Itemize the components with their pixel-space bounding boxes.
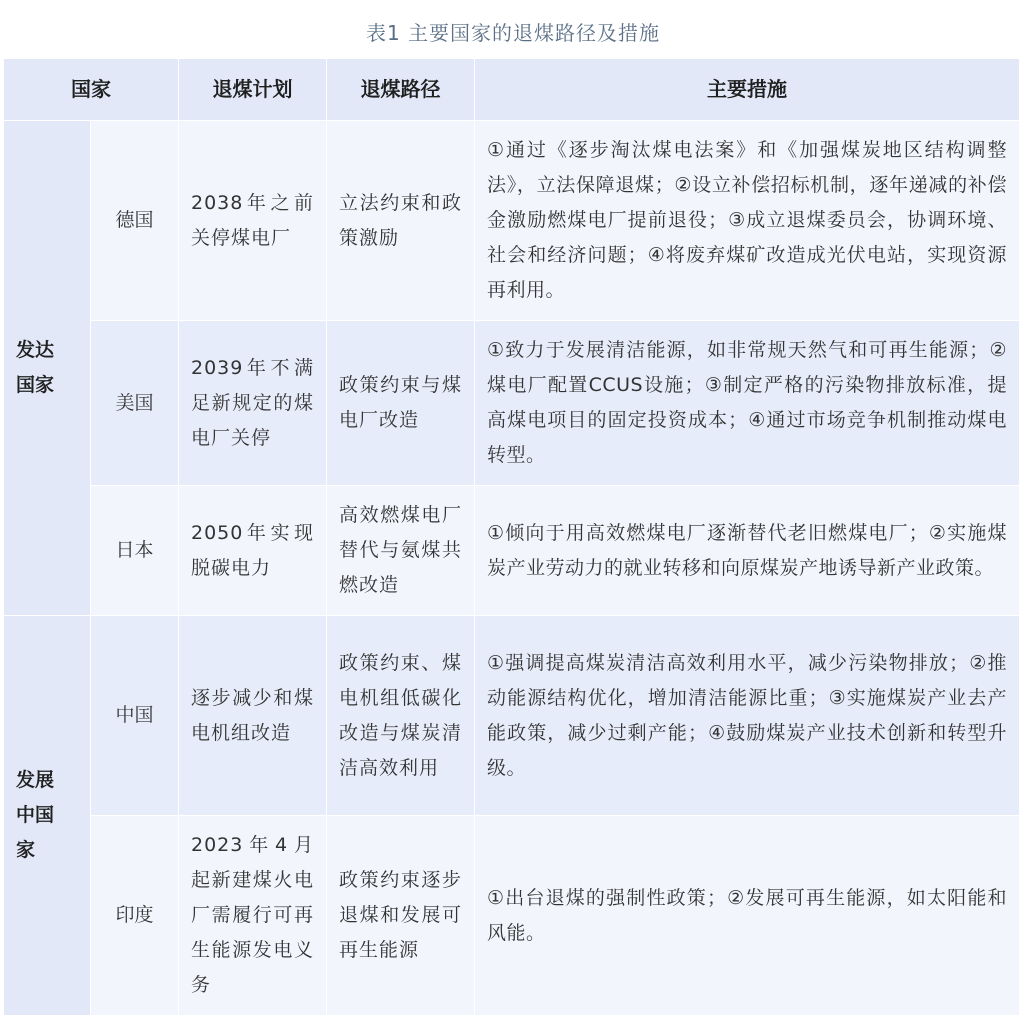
path-cell: 政策约束、煤电机组低碳化改造与煤炭清洁高效利用	[327, 616, 475, 816]
measures-cell: ①致力于发展清洁能源，如非常规天然气和可再生能源；②煤电厂配置CCUS设施；③制定严格的污染物排放标准，提高煤电项目的固定投资成本；④通过市场竞争机制推动煤电转型。	[475, 321, 1020, 486]
plan-cell: 2038年之前关停煤电厂	[179, 121, 327, 321]
table-row	[4, 486, 1020, 616]
group-label-line: 国家	[16, 374, 55, 396]
group-label-line: 家	[16, 839, 36, 861]
table-row	[4, 616, 1020, 816]
plan-cell: 2023年4月起新建煤火电厂需履行可再生能源发电义务	[179, 816, 327, 1016]
plan-cell: 逐步减少和煤电机组改造	[179, 616, 327, 816]
path-cell: 立法约束和政策激励	[327, 121, 475, 321]
country-cell: 美国	[91, 321, 179, 486]
table-caption: 表1 主要国家的退煤路径及措施	[365, 21, 661, 45]
path-cell: 高效燃煤电厂替代与氨煤共燃改造	[327, 486, 475, 616]
group-label-line: 发达	[16, 339, 55, 361]
table-row	[4, 321, 1020, 486]
group-developing	[4, 616, 91, 1016]
group-label-line: 中国	[16, 804, 55, 826]
measures-cell: ①出台退煤的强制性政策；②发展可再生能源，如太阳能和风能。	[475, 816, 1020, 1016]
header-measures: 主要措施	[475, 59, 1020, 121]
measures-cell: ①倾向于用高效燃煤电厂逐渐替代老旧燃煤电厂；②实施煤炭产业劳动力的就业转移和向原煤炭产地诱导新产业政策。	[475, 486, 1020, 616]
header-country: 国家	[4, 59, 179, 121]
table-header-row	[4, 59, 1020, 121]
country-cell: 日本	[91, 486, 179, 616]
plan-cell: 2039年不满足新规定的煤电厂关停	[179, 321, 327, 486]
table-row	[4, 121, 1020, 321]
plan-cell: 2050年实现脱碳电力	[179, 486, 327, 616]
path-cell: 政策约束逐步退煤和发展可再生能源	[327, 816, 475, 1016]
country-cell: 德国	[91, 121, 179, 321]
group-label-line: 发展	[16, 769, 55, 791]
coal-exit-table	[3, 58, 1020, 1016]
path-cell: 政策约束与煤电厂改造	[327, 321, 475, 486]
measures-cell: ①强调提高煤炭清洁高效利用水平，减少污染物排放；②推动能源结构优化，增加清洁能源比重；③实施煤炭产业去产能政策，减少过剩产能；④鼓励煤炭产业技术创新和转型升级。	[475, 616, 1020, 816]
header-path: 退煤路径	[327, 59, 475, 121]
measures-cell: ①通过《逐步淘汰煤电法案》和《加强煤炭地区结构调整法》，立法保障退煤；②设立补偿招标机制，逐年递减的补偿金激励燃煤电厂提前退役；③成立退煤委员会，协调环境、社会和经济问题；④将废弃煤矿改造成光伏电站，实现资源再利用。	[475, 121, 1020, 321]
table-row	[4, 816, 1020, 1016]
header-plan: 退煤计划	[179, 59, 327, 121]
group-developed	[4, 121, 91, 616]
country-cell: 印度	[91, 816, 179, 1016]
country-cell: 中国	[91, 616, 179, 816]
